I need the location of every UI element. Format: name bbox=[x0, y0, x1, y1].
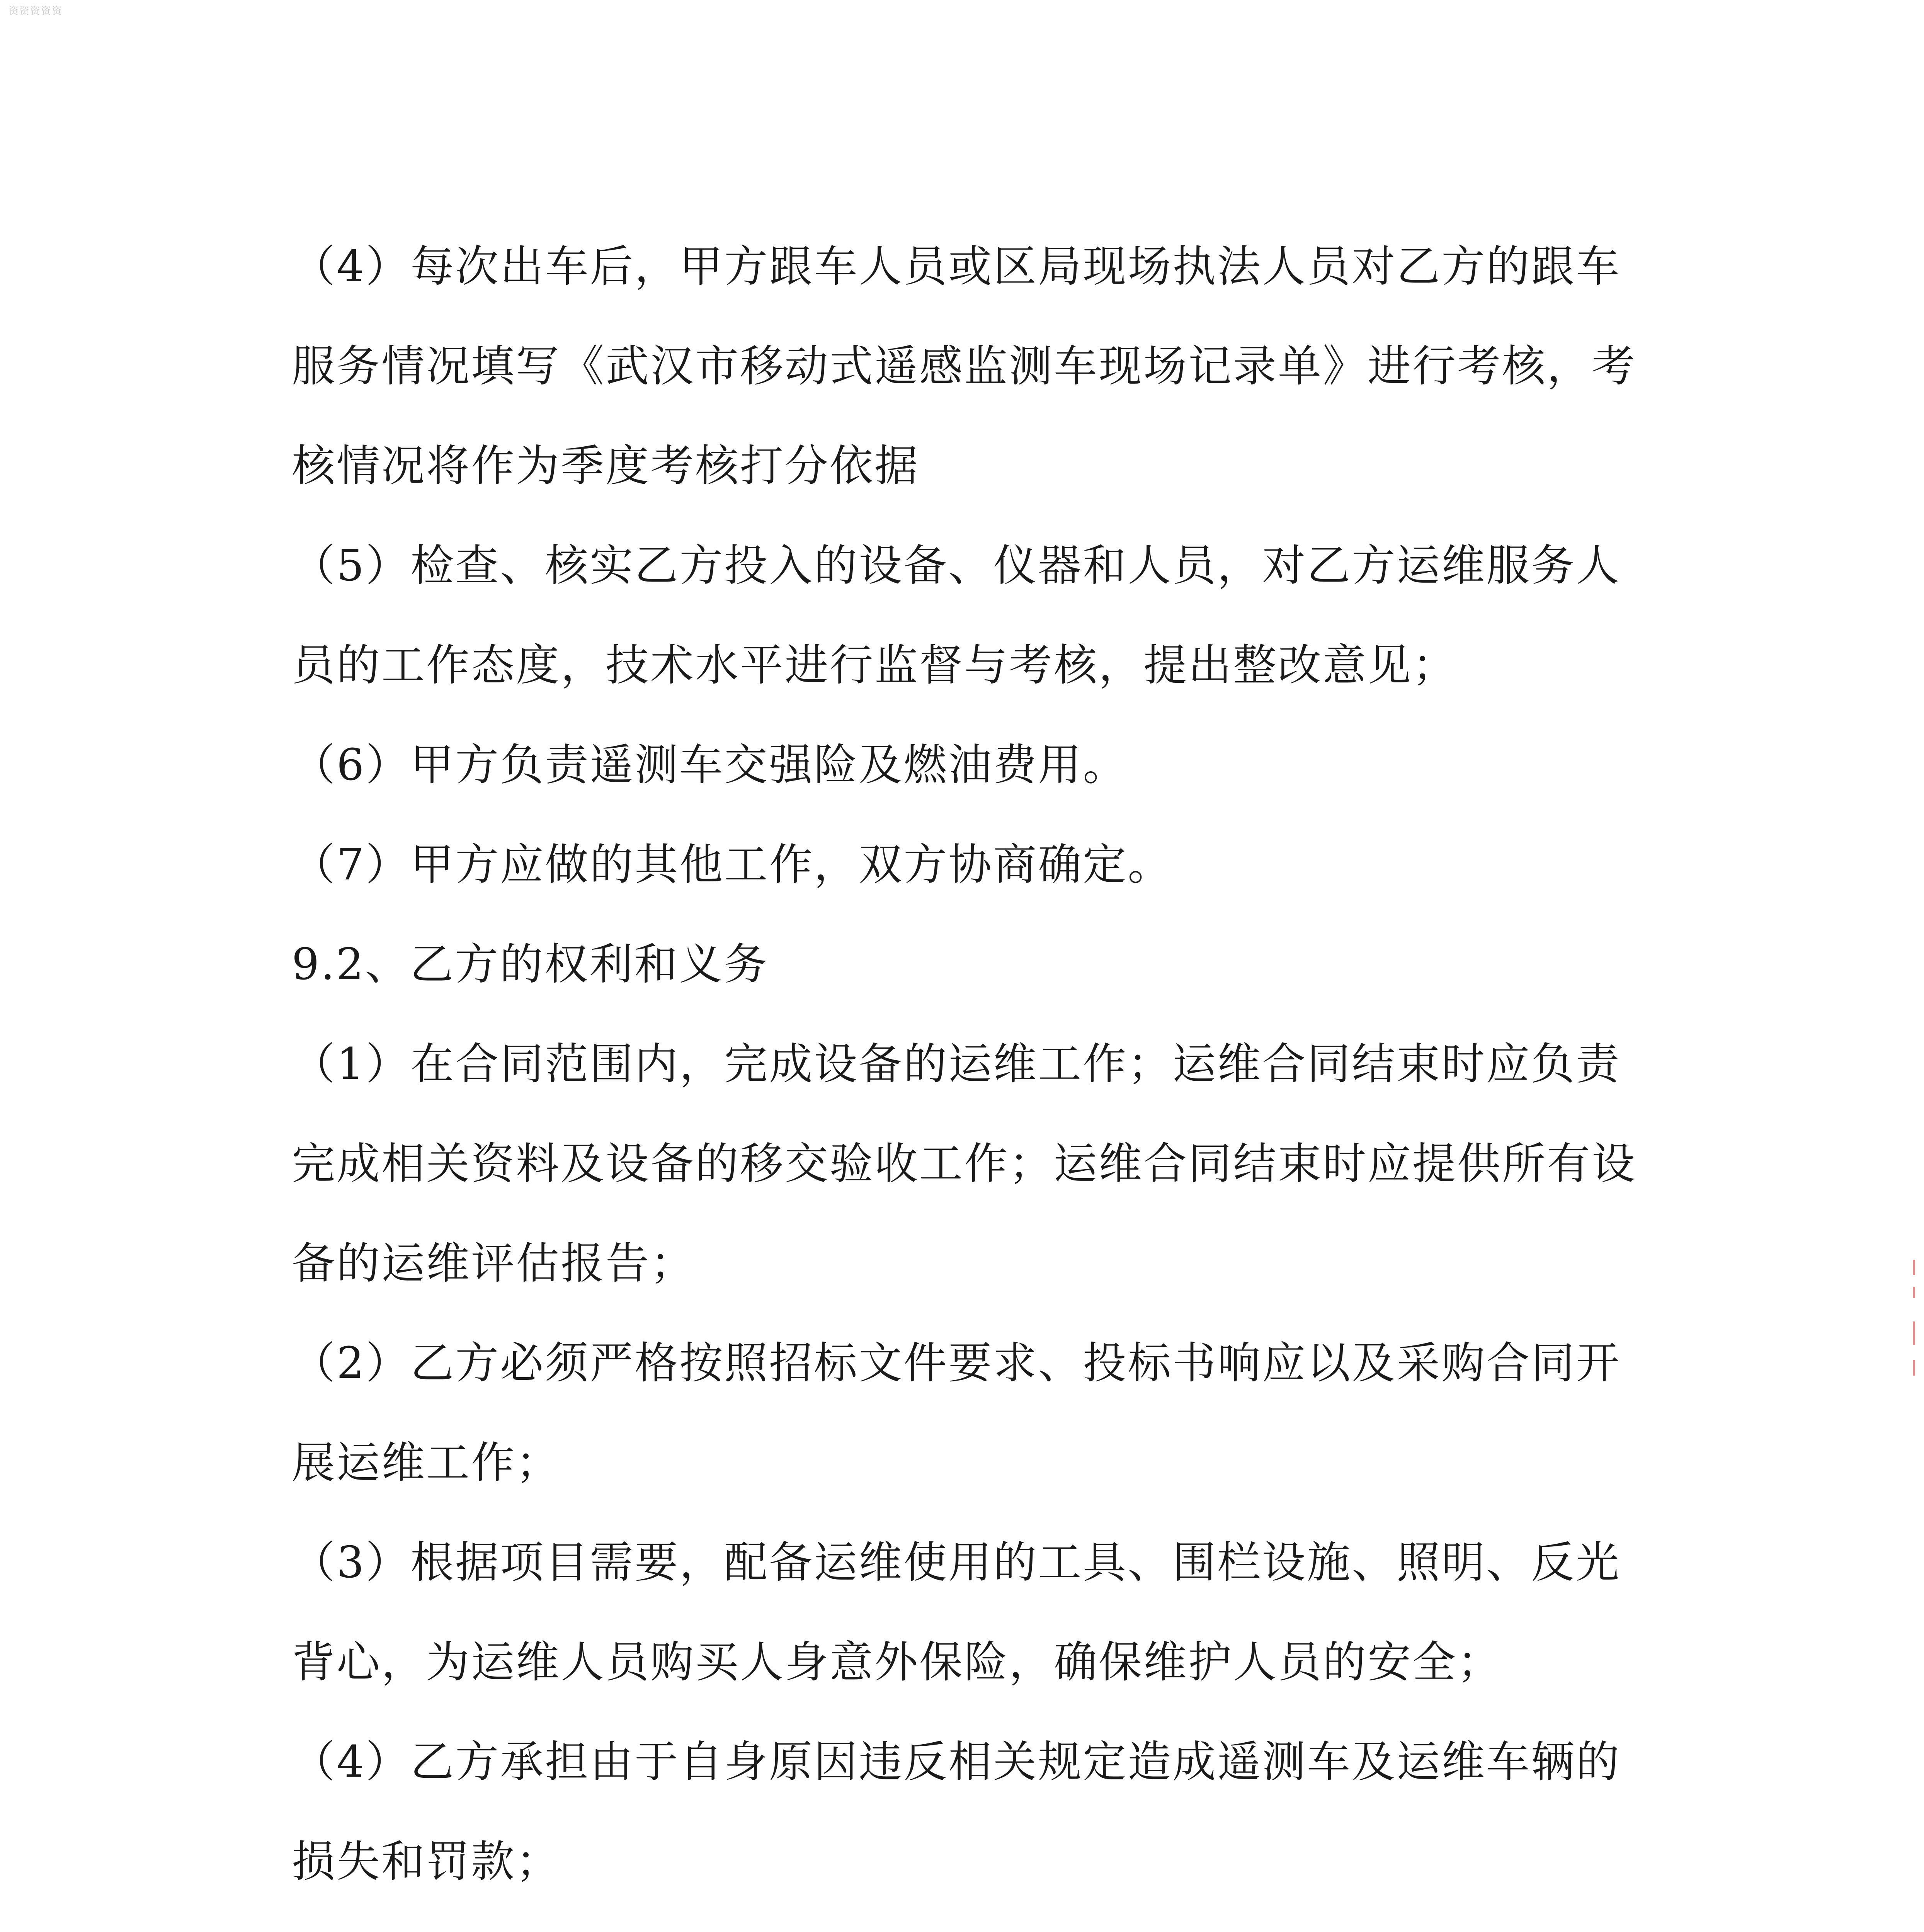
text-line: 展运维工作； bbox=[292, 1438, 561, 1488]
text-line: （3）根据项目需要，配备运维使用的工具、围栏设施、照明、反光 bbox=[292, 1537, 1621, 1588]
body-text bbox=[292, 242, 1644, 1932]
text-line: （1）在合同范围内，完成设备的运维工作；运维合同结束时应负责 bbox=[292, 1039, 1621, 1089]
text-line: （2）乙方必须严格按照招标文件要求、投标书响应以及采购合同开 bbox=[292, 1338, 1621, 1388]
text-line: 核情况将作为季度考核打分依据 bbox=[292, 441, 919, 491]
scan-artifact bbox=[1913, 1260, 1915, 1275]
section-heading: 9.2、乙方的权利和义务 bbox=[292, 939, 769, 990]
watermark-text: 资资资资资 bbox=[9, 5, 63, 17]
text-line: （5）检查、核实乙方投入的设备、仪器和人员，对乙方运维服务人 bbox=[292, 541, 1621, 591]
text-line: 备的运维评估报告； bbox=[292, 1238, 695, 1289]
text-line: 服务情况填写《武汉市移动式遥感监测车现场记录单》进行考核，考 bbox=[292, 341, 1637, 391]
scan-artifact bbox=[1913, 1321, 1915, 1345]
text-line: 损失和罚款； bbox=[292, 1837, 561, 1887]
text-line: （6）甲方负责遥测车交强险及燃油费用。 bbox=[292, 740, 1128, 790]
text-line: 完成相关资料及设备的移交验收工作；运维合同结束时应提供所有设 bbox=[292, 1139, 1637, 1189]
scan-artifact bbox=[1913, 1287, 1915, 1298]
text-line: （4）每次出车后，甲方跟车人员或区局现场执法人员对乙方的跟车 bbox=[292, 242, 1621, 292]
text-line: 员的工作态度，技术水平进行监督与考核，提出整改意见； bbox=[292, 640, 1457, 690]
text-line: （7）甲方应做的其他工作，双方协商确定。 bbox=[292, 840, 1173, 890]
scan-artifact bbox=[1913, 1360, 1915, 1376]
text-line: （4）乙方承担由于自身原因违反相关规定造成遥测车及运维车辆的 bbox=[292, 1737, 1621, 1787]
text-line: 背心，为运维人员购买人身意外保险，确保维护人员的安全； bbox=[292, 1637, 1502, 1687]
